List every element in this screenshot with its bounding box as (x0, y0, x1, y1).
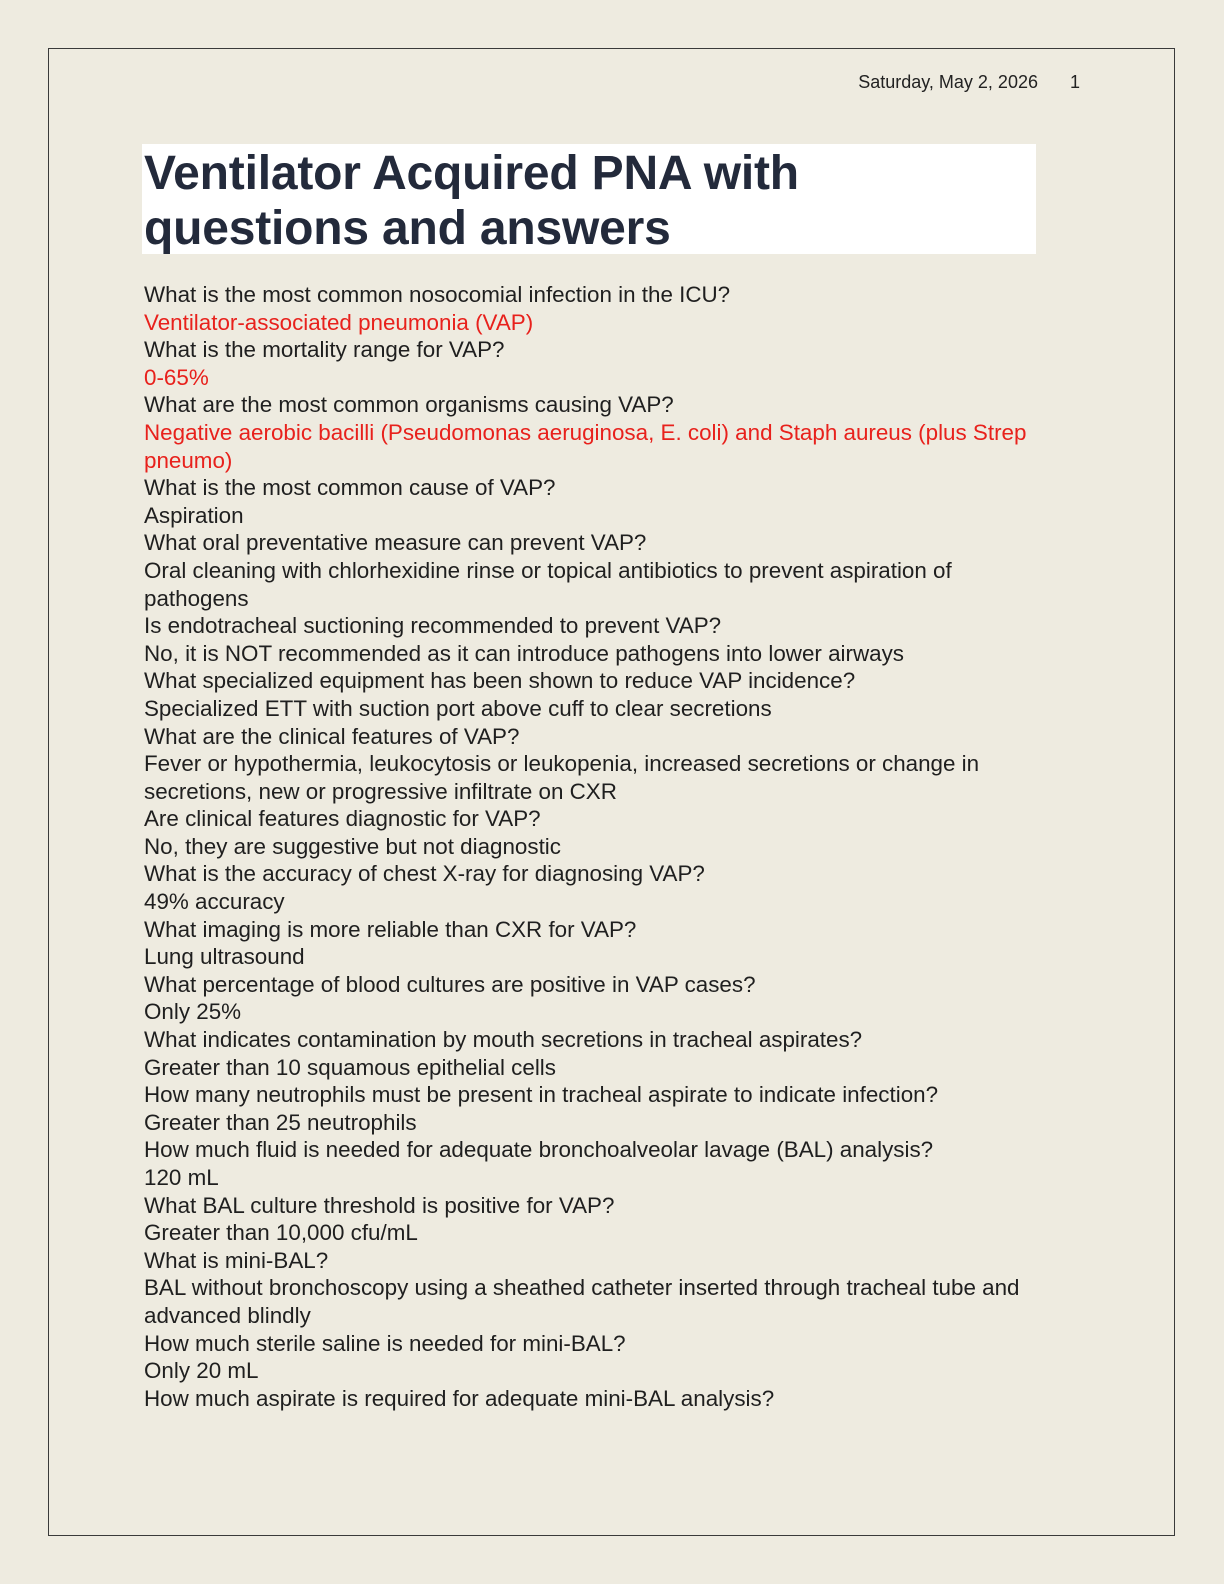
text-line: How much fluid is needed for adequate bronchoalveolar lavage (BAL) analysis? (144, 1137, 934, 1163)
text-line: What specialized equipment has been shown to reduce VAP incidence? (144, 668, 856, 694)
text-line: What is mini-BAL? (144, 1247, 329, 1273)
text-line: What is the most common cause of VAP? (144, 475, 556, 501)
title-line-2: questions and answers (144, 202, 671, 255)
text-line: Only 25% (144, 999, 242, 1025)
text-line: Only 20 mL (144, 1358, 259, 1384)
text-line: How many neutrophils must be present in tracheal aspirate to indicate infection? (144, 1082, 939, 1108)
text-line: What is the accuracy of chest X-ray for diagnosing VAP? (144, 861, 705, 887)
text-line: Is endotracheal suctioning recommended to prevent VAP? (144, 613, 722, 639)
answer-highlight-line: Ventilator-associated pneumonia (VAP) (144, 309, 534, 335)
text-line: What oral preventative measure can prevent VAP? (144, 530, 647, 556)
title-box (142, 144, 1036, 254)
text-line: What is the mortality range for VAP? (144, 337, 505, 363)
text-line: Oral cleaning with chlorhexidine rinse or topical antibiotics to prevent aspiration of pathogens (144, 557, 952, 611)
qa-body (144, 281, 1044, 1412)
text-line: Greater than 10 squamous epithelial cells (144, 1054, 556, 1080)
text-line: Lung ultrasound (144, 944, 305, 970)
page-number: 1 (1069, 72, 1080, 92)
text-line: 49% accuracy (144, 889, 285, 915)
text-line: Fever or hypothermia, leukocytosis or leukopenia, increased secretions or change in secretions, new or progressive infiltrate on CXR (144, 751, 980, 804)
text-line: No, they are suggestive but not diagnostic (144, 833, 561, 859)
text-line: Aspiration (144, 502, 244, 528)
text-line: What indicates contamination by mouth secretions in tracheal aspirates? (144, 1027, 863, 1053)
text-line: What imaging is more reliable than CXR for VAP? (144, 916, 637, 942)
text-line: BAL without bronchoscopy using a sheathed catheter inserted through tracheal tube and advanced blindly (144, 1275, 1020, 1328)
text-line: What BAL culture threshold is positive for VAP? (144, 1192, 615, 1218)
header-date: Saturday, May 2, 2026 (858, 72, 1038, 92)
text-line: Greater than 25 neutrophils (144, 1109, 417, 1135)
page-header (858, 72, 1080, 93)
text-line: What percentage of blood cultures are positive in VAP cases? (144, 971, 756, 997)
text-line: 120 mL (144, 1165, 219, 1190)
text-line: What are the most common organisms causing VAP? (144, 392, 674, 418)
text-line: Specialized ETT with suction port above cuff to clear secretions (144, 695, 772, 721)
answer-highlight-line: 0-65% (144, 364, 209, 390)
text-line: Greater than 10,000 cfu/mL (144, 1220, 418, 1246)
text-line: What is the most common nosocomial infection in the ICU? (144, 282, 731, 307)
text-line: Are clinical features diagnostic for VAP? (144, 806, 541, 832)
title-line-1: Ventilator Acquired PNA with (144, 147, 799, 200)
text-line: What are the clinical features of VAP? (144, 723, 520, 749)
text-line: How much sterile saline is needed for mini-BAL? (144, 1330, 626, 1356)
document-title (144, 146, 1034, 256)
text-line: How much aspirate is required for adequate mini-BAL analysis? (144, 1385, 775, 1411)
text-line: No, it is NOT recommended as it can introduce pathogens into lower airways (144, 640, 904, 666)
answer-highlight-line: Negative aerobic bacilli (Pseudomonas aeruginosa, E. coli) and Staph aureus (plus Strep pneumo) (144, 419, 1027, 473)
